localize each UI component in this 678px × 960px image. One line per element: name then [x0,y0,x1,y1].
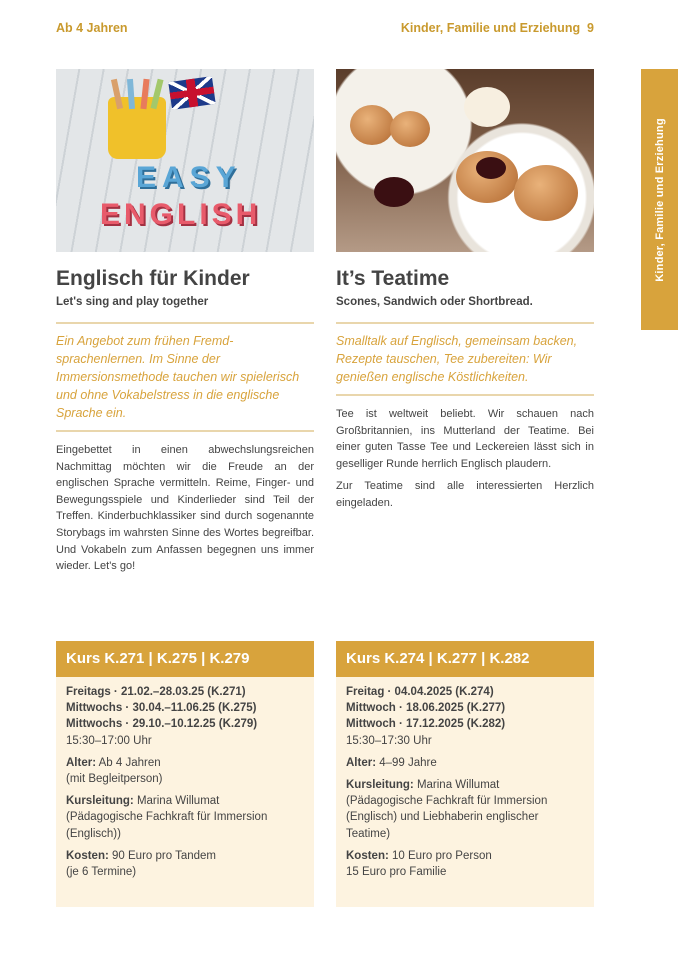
article-title: It’s Teatime [336,267,450,290]
divider [336,322,594,324]
letter-blocks [100,161,290,235]
cost-value: 90 Euro pro Tandem [112,849,217,862]
course-schedule [66,684,304,749]
article-body [336,406,594,512]
article-subtitle: Let's sing and play together [56,296,209,308]
divider [336,394,594,396]
course-age [346,755,584,771]
scone-icon [514,165,578,221]
lead-note: (Pädagogische Fachkraft für Immersion (Englisch)) [66,811,268,840]
course-time: 15:30–17:30 Uhr [346,734,432,747]
jam-topping-icon [476,157,506,179]
page-number: 9 [587,21,594,35]
age-label: Alter: [346,756,377,769]
cost-value: 10 Euro pro Person [392,849,492,862]
letter-block-text: EASY [136,161,242,194]
cost-note: (je 6 Termine) [66,866,137,879]
course-date: Freitags · 21.02.–28.03.25 (K.271) [66,686,246,698]
article-subtitle: Scones, Sandwich oder Shortbread. [336,296,533,308]
letter-blocks-word-easy [100,161,290,195]
lead-note: (Pädagogische Fachkraft für Immersion (Englisch) und Liebhaberin englischer Teatime) [346,795,548,840]
article-title: Englisch für Kinder [56,267,250,290]
course-details [56,677,314,880]
course-numbers-heading: Kurs K.274 | K.277 | K.282 [336,641,594,677]
course-time: 15:30–17:00 Uhr [66,734,152,747]
letter-blocks-word-english [100,198,290,232]
course-schedule [346,684,584,749]
course-cost [66,848,304,880]
scone-icon [390,111,430,147]
course-date: Mittwochs · 30.04.–11.06.25 (K.275) [66,702,257,715]
cost-note: 15 Euro pro Familie [346,866,447,879]
pencil-icon [127,79,135,109]
course-article-english-for-kids [56,69,314,581]
course-article-teatime [336,69,594,518]
article-body-paragraph: Eingebettet in einen abwechslungsreichen Nachmittag möchten wir die Freude an der englischen Sprache vermitteln. Reime, Finger- und Bewegungsspiele und Kinderlieder sind Teil der Treffen. Kinderbuchklassiker sind durch sogenannte Storybags im wahrsten Sinne des Wortes begreifbar. Und Vokabeln zum Anfassen begegnen uns immer wieder. Let's go! [56,444,314,573]
chapter-side-tab [641,69,678,330]
union-jack-flag-icon [168,76,215,110]
teatime-scones-photo [336,69,594,252]
divider [56,430,314,432]
lead-value: Marina Willumat [416,779,500,792]
course-date: Freitag · 04.04.2025 (K.274) [346,686,494,698]
lead-label: Kursleitung: [66,795,134,808]
cost-label: Kosten: [346,849,389,862]
article-body-paragraph: Tee ist weltweit beliebt. Wir schauen nach Großbritannien, ins Mutterland der Teatime. Bei einer guten Tasse Tee und Leckereien lässt sich in geselliger Runde herrlich Englisch plaudern. [336,408,594,470]
age-value: Ab 4 Jahren [98,756,161,769]
cream-bowl-icon [464,87,510,127]
course-date: Mittwoch · 18.06.2025 (K.277) [346,702,506,715]
letter-block-text: ENGLISH [100,198,262,231]
scone-icon [350,105,394,145]
course-info-box-right [336,641,594,907]
easy-english-photo [56,69,314,252]
divider [56,322,314,324]
header-chapter-label: Kinder, Familie und Erziehung [400,21,581,35]
course-numbers-heading: Kurs K.271 | K.275 | K.279 [56,641,314,677]
age-note: (mit Begleitperson) [66,773,163,786]
header-section-label: Ab 4 Jahren [56,21,128,35]
age-label: Alter: [66,756,97,769]
lead-label: Kursleitung: [346,779,414,792]
course-details [336,677,594,880]
course-age [66,755,304,787]
age-value: 4–99 Jahre [379,756,437,769]
cost-label: Kosten: [66,849,109,862]
course-date: Mittwoch · 17.12.2025 (K.282) [346,718,506,731]
jam-bowl-icon [374,177,414,207]
course-date: Mittwochs · 29.10.–10.12.25 (K.279) [66,718,258,731]
course-lead [346,777,584,842]
course-cost [346,848,584,880]
chapter-side-tab-label: Kinder, Familie und Erziehung [653,117,666,282]
article-intro: Smalltalk auf Englisch, gemeinsam backen, Rezepte tauschen, Tee zubereiten: Wir genießen englische Köstlichkeiten. [336,334,578,384]
course-info-box-left [56,641,314,907]
article-intro: Ein Angebot zum frühen Fremd-sprachenlernen. Im Sinne der Immersionsmethode tauchen wir spielerisch und ohne Vokabelstress in die englische Sprache ein. [56,334,300,420]
header-chapter-title [401,21,594,35]
lead-value: Marina Willumat [136,795,220,808]
course-lead [66,793,304,842]
article-body-paragraph: Zur Teatime sind alle interessierten Herzlich eingeladen. [336,480,594,509]
article-body [56,442,314,575]
